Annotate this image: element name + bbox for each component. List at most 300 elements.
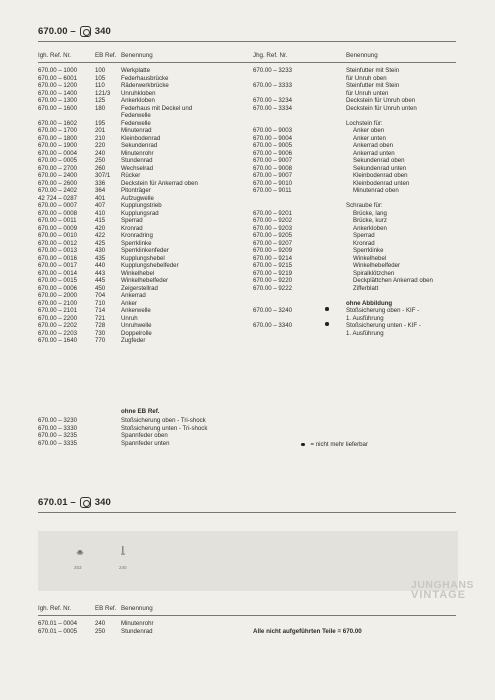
ref-number: 670.00 – 9008 — [253, 164, 292, 172]
part-name: Winkelhebel — [121, 269, 155, 277]
eb-ref: 440 — [95, 262, 106, 269]
ref-number: 670.00 – 9011 — [253, 187, 292, 194]
table-row — [38, 135, 248, 143]
ref-number: 42 724 – 0287 — [38, 194, 77, 202]
photo-label-2: 240 — [119, 565, 127, 570]
part-name: Federhaus mit Deckel und — [121, 104, 193, 112]
ref-number: 670.00 – 3234 — [253, 97, 292, 104]
table-row — [38, 255, 248, 263]
table-row — [253, 157, 468, 165]
part-name: Sperrklinke — [353, 247, 384, 254]
table-row — [253, 135, 468, 143]
eb-ref: 195 — [95, 119, 106, 127]
header-name: Benennung — [121, 52, 153, 59]
ref-number: 670.00 – 0007 — [38, 202, 77, 209]
table-row — [38, 432, 248, 440]
ref-number: 670.00 – 2400 — [38, 172, 77, 179]
ref-number: 670.00 – 3240 — [253, 307, 292, 314]
eb-ref: 100 — [95, 67, 106, 74]
part-name: Pitonträger — [121, 187, 151, 194]
ref-number: 670.00 – 2000 — [38, 292, 77, 299]
table-row — [253, 180, 468, 188]
ref-number: 670.00 – 3235 — [38, 432, 77, 439]
part-name: Ankerwelle — [121, 307, 151, 314]
ref-number: 670.00 – 3334 — [253, 104, 292, 112]
ref-number: 670.00 – 2402 — [38, 187, 77, 194]
table-row — [38, 322, 248, 330]
part-name: Stundenrad — [121, 628, 153, 635]
table-row — [253, 292, 468, 300]
hour-wheel-icon — [122, 546, 124, 553]
ref-number: 670.01 – 0005 — [38, 628, 77, 635]
table-row — [253, 285, 468, 293]
section2-title-divider — [38, 512, 456, 513]
table-row — [38, 195, 248, 203]
section2-header-divider — [38, 615, 456, 616]
eb-ref: 260 — [95, 164, 106, 172]
ref-number: 670.00 – 2600 — [38, 179, 77, 187]
part-name: Unruhkloben — [121, 89, 156, 97]
table-row — [38, 425, 248, 433]
ref-number: 670.00 – 0008 — [38, 209, 77, 217]
part-name: Sperrad — [121, 217, 143, 224]
table-row — [253, 202, 468, 210]
ref-number: 670.00 – 3330 — [38, 424, 77, 432]
ref-number: 670.00 – 9007 — [253, 172, 292, 179]
part-name: Brücke, lang — [353, 209, 387, 217]
table-row — [38, 300, 248, 308]
table-row — [38, 307, 248, 315]
part-name: Räderwerkbrücke — [121, 82, 169, 89]
table-row — [38, 337, 248, 345]
table-row — [253, 75, 468, 83]
ref-number: 670.00 – 0015 — [38, 277, 77, 284]
ref-number: 670.00 – 6001 — [38, 74, 77, 82]
caliber-icon — [80, 26, 91, 37]
part-name: Zeigerstellrad — [121, 284, 158, 292]
ref-number: 670.00 – 0012 — [38, 239, 77, 247]
part-name: Ankerkloben — [353, 224, 387, 232]
part-name: Anker — [121, 299, 137, 307]
part-name: Sekundenrad oben — [353, 157, 405, 164]
table-row — [253, 165, 468, 173]
part-name: Deckstein für Ankerrad oben — [121, 179, 198, 187]
table-row — [253, 255, 468, 263]
table-row — [38, 172, 248, 180]
discontinued-dot-icon — [325, 307, 329, 311]
part-name: Kleinbodenrad unten — [353, 179, 410, 187]
table-row — [253, 97, 468, 105]
header-right-ref: Jhg. Ref. Nr. — [253, 52, 288, 59]
part-name: Sekundenrad unten — [353, 164, 407, 172]
table-row — [38, 247, 248, 255]
ref-number: 670.00 – 9006 — [253, 149, 292, 157]
eb-ref: 721 — [95, 314, 106, 322]
table-row — [38, 330, 248, 338]
ref-number: 670.00 – 0016 — [38, 254, 77, 262]
junghans-vintage-logo — [411, 579, 483, 605]
table-row — [253, 172, 468, 180]
ref-number: 670.00 – 9222 — [253, 284, 292, 292]
part-name: Spiralklötzchen — [353, 269, 395, 277]
table-row — [38, 75, 248, 83]
ref-number: 670.00 – 9215 — [253, 262, 292, 269]
section2-title — [38, 497, 111, 508]
eb-ref: 704 — [95, 292, 106, 299]
parts-table-left — [38, 67, 248, 407]
part-name: Anker oben — [353, 127, 385, 134]
table-row — [38, 187, 248, 195]
part-name: Werkplatte — [121, 67, 151, 74]
photo-label-1: 253 — [74, 565, 82, 570]
table-row — [253, 142, 468, 150]
table-row — [253, 67, 468, 75]
eb-ref: 422 — [95, 232, 106, 239]
ref-number: 670.00 – 9209 — [253, 247, 292, 254]
ref-number: 670.00 – 9004 — [253, 134, 292, 142]
table-row — [38, 165, 248, 173]
eb-ref: 401 — [95, 194, 106, 202]
ref-number: 670.00 – 3335 — [38, 439, 77, 447]
table-row — [253, 322, 468, 330]
eb-ref: 443 — [95, 269, 106, 277]
part-name: Kupplungstrieb — [121, 202, 162, 209]
section2-note: Alle nicht aufgeführten Teile = 670.00 — [253, 628, 362, 635]
part-name: Deckstein für Unruh unten — [346, 104, 417, 112]
part-name: Sperrklinke — [121, 239, 152, 247]
part-name: Kronrad — [121, 224, 143, 232]
part-name: Doppelrolle — [121, 329, 152, 337]
table-row — [253, 120, 468, 128]
table-row — [253, 247, 468, 255]
part-name: ohne Abbildung — [346, 299, 393, 307]
table-row — [38, 142, 248, 150]
table-row — [253, 105, 468, 113]
ref-number: 670.00 – 0013 — [38, 247, 77, 254]
ref-number: 670.00 – 2202 — [38, 322, 77, 329]
ohne-eb-heading: ohne EB Ref. — [121, 408, 160, 415]
ref-number: 670.00 – 3333 — [253, 82, 292, 89]
eb-ref: 250 — [95, 157, 106, 164]
eb-ref: 415 — [95, 217, 106, 224]
table-row — [38, 232, 248, 240]
ref-number: 670.00 – 9219 — [253, 269, 292, 277]
part-name: Spannfeder oben — [121, 432, 168, 439]
header-ref: Igh. Ref. Nr. — [38, 52, 72, 59]
table-row — [38, 277, 248, 285]
table-row — [38, 127, 248, 135]
ref-number: 670.00 – 9207 — [253, 239, 292, 247]
table-row — [38, 180, 248, 188]
part-name: Deckstein für Unruh oben — [346, 97, 416, 104]
table-row — [253, 150, 468, 158]
eb-ref: 450 — [95, 284, 106, 292]
table-row — [38, 67, 248, 75]
eb-ref: 110 — [95, 82, 105, 89]
ref-number: 670.00 – 1200 — [38, 82, 77, 89]
part-name: Minutenrohr — [121, 620, 154, 627]
ref-number: 670.00 – 0005 — [38, 157, 77, 164]
ref-number: 670.00 – 1600 — [38, 104, 77, 112]
part-name: Winkelhebelfeder — [353, 262, 401, 269]
table-row — [253, 90, 468, 98]
ref-number: 670.00 – 0011 — [38, 217, 77, 224]
ref-number: 670.00 – 0006 — [38, 284, 77, 292]
part-name: Stoßsicherung oben - KIF - — [346, 307, 420, 314]
eb-ref: 714 — [95, 307, 106, 314]
legend — [301, 441, 368, 448]
section2-title-number: 670.01 – — [38, 497, 76, 508]
table-row — [253, 127, 468, 135]
table-row — [38, 315, 248, 323]
eb-ref: 105 — [95, 74, 106, 82]
table-row — [253, 210, 468, 218]
part-name: Kleinbodenrad — [121, 134, 161, 142]
part-name: Schraube für: — [346, 202, 383, 209]
ref-number: 670.00 – 1400 — [38, 89, 77, 97]
ref-number: 670.00 – 0014 — [38, 269, 77, 277]
ref-number: 670.00 – 1900 — [38, 142, 77, 149]
part-name: Ankerrad — [121, 292, 146, 299]
eb-ref: 125 — [95, 97, 106, 104]
table-row — [253, 270, 468, 278]
ref-number: 670.00 – 9220 — [253, 277, 292, 284]
part-name: Federwelle — [121, 112, 151, 119]
part-name: Sekundenrad — [121, 142, 158, 149]
part-name: Minutenrad oben — [353, 187, 399, 194]
ref-number: 670.00 – 1000 — [38, 67, 77, 74]
section2-header-name: Benennung — [121, 605, 153, 612]
ref-number: 670.00 – 1800 — [38, 134, 77, 142]
table-row — [253, 187, 468, 195]
eb-ref: 425 — [95, 239, 106, 247]
table-row — [38, 90, 248, 98]
ref-number: 670.00 – 0017 — [38, 262, 77, 269]
table-row — [38, 417, 248, 425]
parts-photo-illustration — [38, 531, 458, 591]
part-name: Zifferblatt — [353, 284, 379, 292]
part-name: Stoßsicherung unten - KIF - — [346, 322, 421, 329]
part-name: Federwelle — [121, 119, 151, 127]
part-name: für Unruh oben — [346, 74, 387, 82]
ref-number: 670.00 – 9201 — [253, 209, 292, 217]
table-row — [253, 315, 468, 323]
eb-ref: 240 — [95, 149, 106, 157]
section1-title — [38, 26, 111, 37]
section1-title-caliber: 340 — [94, 26, 111, 37]
caliber-icon — [80, 497, 91, 508]
part-name: Steinfutter mit Stein — [346, 67, 400, 74]
part-name: Brücke, kurz — [353, 217, 387, 224]
header-right-name: Benennung — [346, 52, 378, 59]
part-name: Kupplungsrad — [121, 209, 159, 217]
parts-table-section2 — [38, 620, 248, 640]
table-row — [38, 82, 248, 90]
eb-ref: 410 — [95, 209, 106, 217]
table-row — [253, 262, 468, 270]
part-name: Winkelhebelfeder — [121, 277, 169, 284]
ref-number: 670.00 – 1640 — [38, 337, 77, 344]
ref-number: 670.00 – 9003 — [253, 127, 292, 134]
table-row — [38, 150, 248, 158]
part-name: Ankerrad oben — [353, 142, 393, 149]
part-name: Kleinbodenrad oben — [353, 172, 408, 179]
ref-number: 670.00 – 3230 — [38, 417, 77, 424]
table-row — [253, 277, 468, 285]
ref-number: 670.00 – 9005 — [253, 142, 292, 149]
title-divider — [38, 41, 456, 42]
ref-number: 670.00 – 9202 — [253, 217, 292, 224]
section2-title-caliber: 340 — [94, 497, 111, 508]
table-row — [38, 97, 248, 105]
eb-ref: 710 — [95, 299, 106, 307]
eb-ref: 364 — [95, 187, 106, 194]
part-name: Stundenrad — [121, 157, 153, 164]
table-row — [38, 262, 248, 270]
eb-ref: 728 — [95, 322, 106, 329]
table-row — [253, 307, 468, 315]
part-name: Steinfutter mit Stein — [346, 82, 400, 89]
logo-line-2: VINTAGE — [411, 589, 467, 601]
parts-table-ohne-eb — [38, 417, 248, 453]
part-name: Spannfeder unten — [121, 439, 170, 447]
part-name: Kupplungshebel — [121, 254, 165, 262]
table-row — [38, 270, 248, 278]
part-name: 1. Ausführung — [346, 329, 384, 337]
part-name: Minutenrohr — [121, 149, 154, 157]
ref-number: 670.00 – 1602 — [38, 119, 77, 127]
part-name: Winkelhebel — [353, 254, 387, 262]
part-name: Sperrklinkenfeder — [121, 247, 169, 254]
table-row — [253, 232, 468, 240]
table-row — [253, 240, 468, 248]
eb-ref: 730 — [95, 329, 106, 337]
table-row — [38, 285, 248, 293]
header-divider — [38, 62, 456, 63]
part-name: Unruhwelle — [121, 322, 152, 329]
part-name: Aufzugwelle — [121, 194, 154, 202]
table-row — [38, 202, 248, 210]
discontinued-dot-icon — [301, 443, 305, 447]
ref-number: 670.00 – 9007 — [253, 157, 292, 164]
discontinued-dot-icon — [325, 322, 329, 326]
part-name: Lochstein für: — [346, 119, 383, 127]
eb-ref: 180 — [95, 104, 106, 112]
header-eb: EB Ref. — [95, 52, 117, 59]
part-name: Minutenrad — [121, 127, 152, 134]
part-name: Zugfeder — [121, 337, 146, 344]
table-row — [253, 225, 468, 233]
part-name: Kronrad — [353, 239, 375, 247]
eb-ref: 250 — [95, 628, 106, 635]
ref-number: 670.00 – 0004 — [38, 149, 77, 157]
eb-ref: 307/1 — [95, 172, 111, 179]
part-name: Rücker — [121, 172, 141, 179]
table-row — [38, 210, 248, 218]
part-name: Ankerrad unten — [353, 149, 395, 157]
part-name: Wechselrad — [121, 164, 154, 172]
ref-number: 670.00 – 2100 — [38, 299, 77, 307]
part-name: Federhausbrücke — [121, 74, 169, 82]
eb-ref: 435 — [95, 254, 106, 262]
ref-number: 670.00 – 1300 — [38, 97, 77, 104]
part-name: Stoßsicherung unten - Tri-shock — [121, 424, 208, 432]
section1-title-number: 670.00 – — [38, 26, 76, 37]
table-row — [253, 300, 468, 308]
eb-ref: 430 — [95, 247, 106, 254]
part-name: Sperrad — [353, 232, 375, 239]
table-row — [253, 195, 468, 203]
eb-ref: 210 — [95, 134, 106, 142]
part-name: Kupplungshebelfeder — [121, 262, 179, 269]
parts-table-right — [253, 67, 468, 357]
ref-number: 670.00 – 0009 — [38, 224, 77, 232]
part-name: für Unruh unten — [346, 89, 389, 97]
section2-header-ref: Igh. Ref. Nr. — [38, 605, 72, 612]
part-name: Stoßsicherung oben - Tri-shock — [121, 417, 206, 424]
eb-ref: 407 — [95, 202, 106, 209]
eb-ref: 201 — [95, 127, 106, 134]
table-row — [38, 440, 248, 448]
ref-number: 670.00 – 3340 — [253, 322, 292, 329]
part-name: Kronradring — [121, 232, 153, 239]
table-row — [253, 82, 468, 90]
parts-photo — [38, 531, 458, 591]
eb-ref: 121/3 — [95, 89, 111, 97]
ref-number: 670.00 – 2101 — [38, 307, 77, 314]
ref-number: 670.00 – 9214 — [253, 254, 292, 262]
table-row — [38, 157, 248, 165]
table-row — [38, 105, 248, 113]
table-row — [38, 240, 248, 248]
table-row — [38, 620, 248, 628]
ref-number: 670.00 – 0010 — [38, 232, 77, 239]
table-row — [38, 112, 248, 120]
eb-ref: 240 — [95, 620, 106, 627]
ref-number: 670.00 – 9203 — [253, 224, 292, 232]
ref-number: 670.00 – 9010 — [253, 179, 292, 187]
ref-number: 670.00 – 2200 — [38, 314, 77, 322]
table-row — [38, 120, 248, 128]
logo-line-1: JUNGHANS — [411, 579, 474, 591]
table-row — [38, 217, 248, 225]
table-row — [38, 225, 248, 233]
eb-ref: 420 — [95, 224, 106, 232]
eb-ref: 770 — [95, 337, 106, 344]
part-name: Ankerkloben — [121, 97, 155, 104]
table-row — [253, 112, 468, 120]
section2-header-eb: EB Ref. — [95, 605, 117, 612]
ref-number: 670.00 – 9205 — [253, 232, 292, 239]
table-row — [38, 292, 248, 300]
eb-ref: 220 — [95, 142, 106, 149]
table-row — [253, 217, 468, 225]
table-row — [253, 330, 468, 338]
table-row — [38, 628, 248, 636]
part-name: Unruh — [121, 314, 138, 322]
part-name: Deckplättchen Ankerrad oben — [353, 277, 433, 284]
eb-ref: 445 — [95, 277, 106, 284]
ref-number: 670.00 – 3233 — [253, 67, 292, 74]
ref-number: 670.00 – 2700 — [38, 164, 77, 172]
legend-text: = nicht mehr lieferbar — [310, 441, 368, 448]
part-name: 1. Ausführung — [346, 314, 384, 322]
ref-number: 670.01 – 0004 — [38, 620, 77, 627]
ref-number: 670.00 – 2203 — [38, 329, 77, 337]
ref-number: 670.00 – 1700 — [38, 127, 77, 134]
part-name: Anker unten — [353, 134, 386, 142]
eb-ref: 336 — [95, 179, 106, 187]
